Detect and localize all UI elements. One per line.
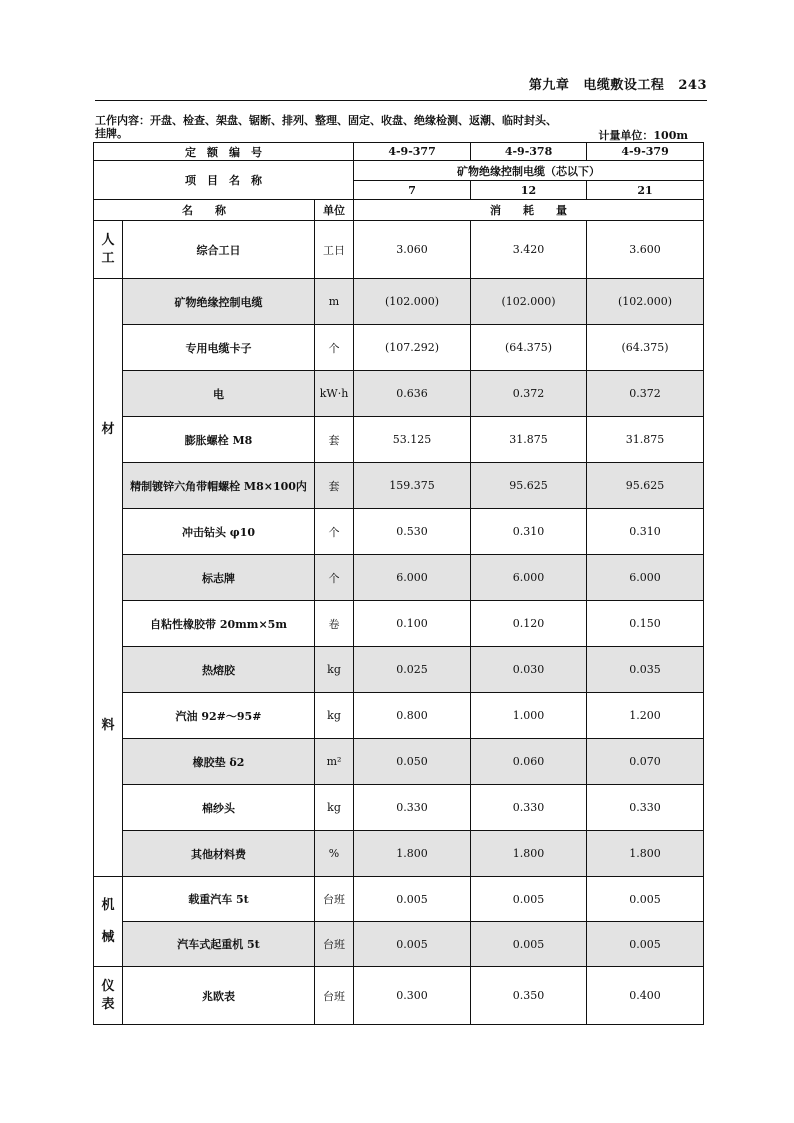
item-value: (102.000)	[471, 279, 587, 325]
item-value: 0.050	[354, 739, 471, 785]
item-value: (102.000)	[587, 279, 704, 325]
item-name: 矿物绝缘控制电缆	[123, 279, 315, 325]
item-unit: 台班	[315, 967, 354, 1025]
item-value: 0.025	[354, 647, 471, 693]
group-title: 矿物绝缘控制电缆（芯以下）	[354, 161, 704, 181]
item-value: 0.330	[587, 785, 704, 831]
work-content: 工作内容：开盘、检查、架盘、锯断、排列、整理、固定、收盘、绝缘检测、返潮、临时封头、挂牌。	[95, 114, 557, 140]
item-value: 0.372	[587, 371, 704, 417]
item-unit: 工日	[315, 221, 354, 279]
quota-code: 4-9-379	[587, 143, 704, 161]
item-value: (102.000)	[354, 279, 471, 325]
table-row	[94, 967, 704, 1025]
item-name: 自粘性橡胶带 20mm×5m	[123, 601, 315, 647]
item-value: 0.100	[354, 601, 471, 647]
item-value: 1.800	[471, 831, 587, 877]
item-name: 综合工日	[123, 221, 315, 279]
table-row	[94, 509, 704, 555]
table-row	[94, 371, 704, 417]
item-name: 标志牌	[123, 555, 315, 601]
item-value: 95.625	[471, 463, 587, 509]
item-value: 0.070	[587, 739, 704, 785]
unit-note: 计量单位：100m	[598, 129, 688, 142]
item-value: 0.030	[471, 647, 587, 693]
item-value: 0.150	[587, 601, 704, 647]
item-name: 棉纱头	[123, 785, 315, 831]
item-unit: 套	[315, 417, 354, 463]
core-count: 21	[587, 181, 704, 200]
item-name: 专用电缆卡子	[123, 325, 315, 371]
core-count: 7	[354, 181, 471, 200]
item-value: 0.350	[471, 967, 587, 1025]
table-row	[94, 417, 704, 463]
item-value: 0.310	[471, 509, 587, 555]
item-unit: m	[315, 279, 354, 325]
item-unit: 个	[315, 325, 354, 371]
item-unit: kg	[315, 785, 354, 831]
item-value: 1.000	[471, 693, 587, 739]
item-unit: 台班	[315, 877, 354, 922]
table-row	[94, 279, 704, 325]
quota-table	[93, 142, 704, 1025]
item-value: 95.625	[587, 463, 704, 509]
item-value: 6.000	[471, 555, 587, 601]
item-unit: 卷	[315, 601, 354, 647]
item-value: 53.125	[354, 417, 471, 463]
category-instrument-label: 仪表	[101, 978, 115, 1012]
item-unit: 台班	[315, 922, 354, 967]
item-name: 热熔胶	[123, 647, 315, 693]
item-value: 0.300	[354, 967, 471, 1025]
chapter-label: 第九章	[528, 78, 570, 93]
table-row	[94, 739, 704, 785]
item-value: 0.400	[587, 967, 704, 1025]
item-value: 0.005	[354, 877, 471, 922]
item-value: (64.375)	[471, 325, 587, 371]
item-value: 0.330	[471, 785, 587, 831]
category-material-char: 料	[101, 717, 115, 733]
item-value: (107.292)	[354, 325, 471, 371]
item-unit: kW·h	[315, 371, 354, 417]
item-name: 膨胀螺栓 M8	[123, 417, 315, 463]
item-name: 其他材料费	[123, 831, 315, 877]
table-row	[94, 785, 704, 831]
table-row	[94, 555, 704, 601]
table-row	[94, 831, 704, 877]
quota-no-label: 定 额 编 号	[94, 143, 354, 161]
item-value: 0.330	[354, 785, 471, 831]
item-value: 0.372	[471, 371, 587, 417]
item-value: 31.875	[587, 417, 704, 463]
item-value: 0.636	[354, 371, 471, 417]
quota-code: 4-9-378	[471, 143, 587, 161]
table-row	[94, 877, 704, 922]
item-value: 0.060	[471, 739, 587, 785]
item-unit: 个	[315, 509, 354, 555]
item-value: 1.800	[587, 831, 704, 877]
item-name: 电	[123, 371, 315, 417]
table-row	[94, 221, 704, 279]
category-material-stack	[98, 282, 118, 874]
item-value: 0.005	[471, 922, 587, 967]
item-unit: kg	[315, 647, 354, 693]
item-value: 0.005	[587, 877, 704, 922]
quota-code: 4-9-377	[354, 143, 471, 161]
page-number: 243	[678, 78, 707, 93]
item-name: 兆欧表	[123, 967, 315, 1025]
item-value: 0.310	[587, 509, 704, 555]
item-value: 0.530	[354, 509, 471, 555]
item-value: 3.420	[471, 221, 587, 279]
table-row	[94, 693, 704, 739]
project-name-label: 项 目 名 称	[94, 161, 354, 200]
table-row	[94, 601, 704, 647]
item-value: 0.005	[471, 877, 587, 922]
running-head	[95, 74, 707, 93]
chapter-title: 电缆敷设工程	[583, 78, 665, 93]
table-row	[94, 325, 704, 371]
item-value: (64.375)	[587, 325, 704, 371]
item-value: 6.000	[587, 555, 704, 601]
item-value: 0.800	[354, 693, 471, 739]
item-unit: 个	[315, 555, 354, 601]
item-value: 159.375	[354, 463, 471, 509]
table-row	[94, 647, 704, 693]
category-machine-char: 机	[101, 897, 115, 913]
item-value: 3.600	[587, 221, 704, 279]
item-name: 载重汽车 5t	[123, 877, 315, 922]
item-value: 6.000	[354, 555, 471, 601]
item-name: 冲击钻头 φ10	[123, 509, 315, 555]
header-rule	[95, 100, 707, 101]
unit-label: 单位	[315, 200, 354, 221]
name-label: 名 称	[94, 200, 315, 221]
category-material	[94, 279, 123, 877]
item-unit: 套	[315, 463, 354, 509]
item-name: 汽车式起重机 5t	[123, 922, 315, 967]
item-value: 0.120	[471, 601, 587, 647]
category-material-char: 材	[101, 421, 115, 437]
item-value: 1.200	[587, 693, 704, 739]
category-machine-char: 械	[101, 929, 115, 945]
item-value: 0.005	[354, 922, 471, 967]
item-value: 1.800	[354, 831, 471, 877]
item-name: 橡胶垫 δ2	[123, 739, 315, 785]
consumption-label: 消 耗 量	[354, 200, 704, 221]
item-unit: m²	[315, 739, 354, 785]
item-name: 汽油 92#～95#	[123, 693, 315, 739]
core-count: 12	[471, 181, 587, 200]
category-instrument	[94, 967, 123, 1025]
item-name: 精制镀锌六角带帽螺栓 M8×100内	[123, 463, 315, 509]
category-machine	[94, 877, 123, 967]
category-labor-label: 人工	[101, 232, 115, 266]
item-value: 31.875	[471, 417, 587, 463]
item-value: 0.005	[587, 922, 704, 967]
category-labor	[94, 221, 123, 279]
item-value: 3.060	[354, 221, 471, 279]
table-row	[94, 463, 704, 509]
item-unit: %	[315, 831, 354, 877]
item-value: 0.035	[587, 647, 704, 693]
table-row	[94, 922, 704, 967]
item-unit: kg	[315, 693, 354, 739]
